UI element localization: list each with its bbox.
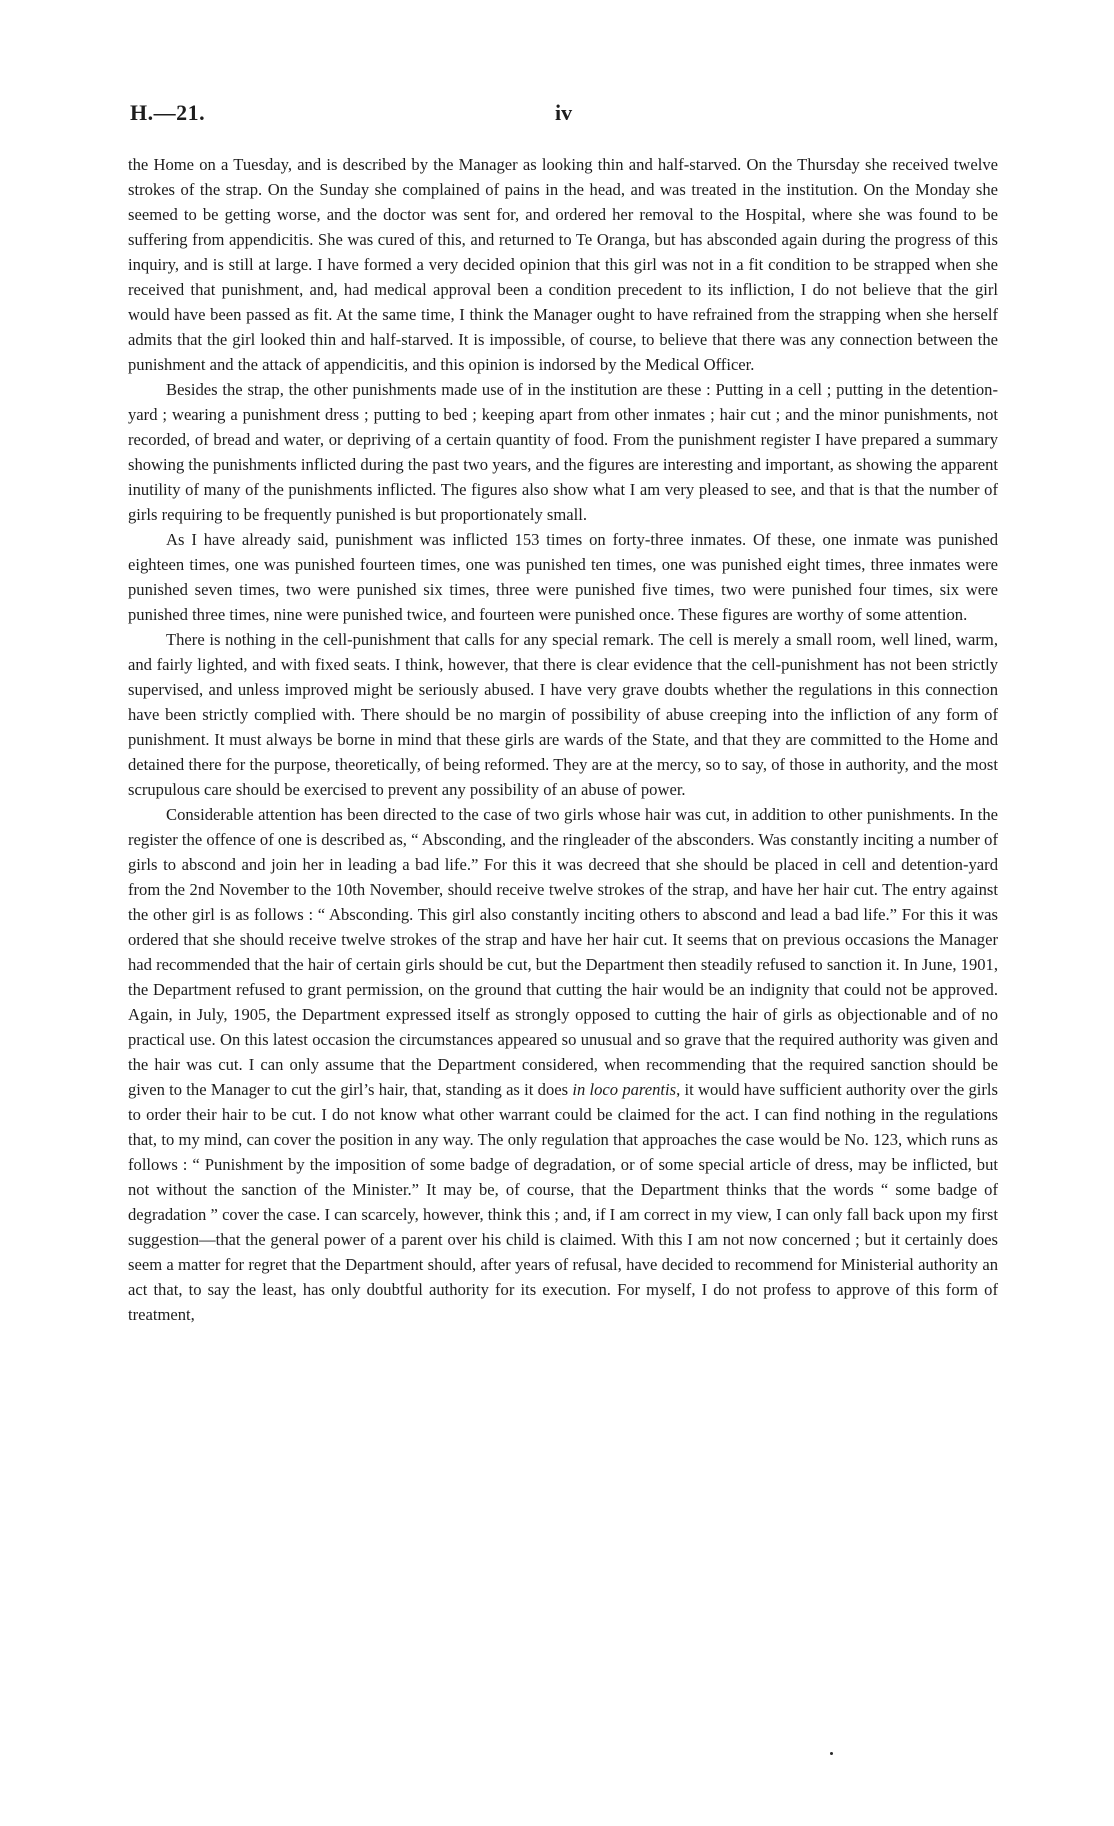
print-speck xyxy=(830,1752,833,1755)
paragraph-2 xyxy=(128,377,998,527)
paragraph-3-text: As I have already said, punishment was inflicted 153 times on forty-three inmates. Of these, one inmate was punished eighteen times, one was punished fourteen times, one was punished ten times, one was punished eight times, three inmates were punished seven times, two were punished six times, three were punished five times, two were punished four times, six were punished three times, nine were punished twice, and fourteen were punished once. These figures are worthy of some attention. xyxy=(128,530,998,624)
document-reference: H.—21. xyxy=(130,100,206,125)
paragraph-4 xyxy=(128,627,998,802)
paragraph-5-text: Considerable attention has been directed to the case of two girls whose hair was cut, in addition to other punishments. In the register the offence of one is described as, “ Absconding, and the ringleader of the absconders. Was constantly inciting a number of girls to abscond and join her in leading a bad life.” For this it was decreed that she should be placed in cell and detention-yard from the 2nd November to the 10th November, should receive twelve strokes of the strap, and have her hair cut. The entry against the other girl is as follows : “ Absconding. This girl also constantly inciting others to abscond and lead a bad life.” For this it was ordered that she should receive twelve strokes of the strap and have her hair cut. It seems that on previous occasions the Manager had recommended that the hair of certain girls should be cut, but the Department then steadily refused to sanction it. In June, 1901, the Department refused to grant permission, on the ground that cutting the hair would be an indignity that could not be approved. Again, in July, 1905, the Department expressed itself as strongly opposed to cutting the hair of girls as objectionable and of no practical use. On this latest occasion the circumstances appeared so unusual and so grave that the required authority was given and the hair was cut. I can only assume that the Department considered, when recommending that the required sanction should be given to the Manager to cut the girl’s hair, that, standing as it does xyxy=(128,805,998,1099)
page-number: iv xyxy=(555,100,573,125)
paragraph-5 xyxy=(128,802,998,1327)
paragraph-4-text: There is nothing in the cell-punishment that calls for any special remark. The cell is merely a small room, well lined, warm, and fairly lighted, and with fixed seats. I think, however, that there is clear evidence that the cell-punishment has not been strictly supervised, and unless improved might be seriously abused. I have very grave doubts whether the regulations in this connection have been strictly complied with. There should be no margin of possibility of abuse creeping into the infliction of any form of punishment. It must always be borne in mind that these girls are wards of the State, and that they are committed to the Home and detained there for the purpose, theoretically, of being reformed. They are at the mercy, so to say, of those in authority, and the most scrupulous care should be exercised to prevent any possibility of an abuse of power. xyxy=(128,630,998,799)
body-text xyxy=(128,152,998,1327)
paragraph-1 xyxy=(128,152,998,377)
latin-phrase: in loco parentis xyxy=(572,1080,677,1099)
paragraph-3 xyxy=(128,527,998,627)
paragraph-1-text: the Home on a Tuesday, and is described by the Manager as looking thin and half-starved. On the Thursday she received twelve strokes of the strap. On the Sunday she complained of pains in the head, and was treated in the institution. On the Monday she seemed to be getting worse, and the doctor was sent for, and ordered her removal to the Hospital, where she was found to be suffering from appendicitis. She was cured of this, and returned to Te Oranga, but has absconded again during the progress of this inquiry, and is still at large. I have formed a very decided opinion that this girl was not in a fit condition to be strapped when she received that punishment, and, had medical approval been a condition precedent to its infliction, I do not believe that the girl would have been passed as fit. At the same time, I think the Manager ought to have refrained from the strapping when she herself admits that the girl looked thin and half-starved. It is impossible, of course, to believe that there was any connection between the punishment and the attack of appendicitis, and this opinion is indorsed by the Medical Officer. xyxy=(128,155,998,374)
page-header xyxy=(130,100,998,130)
paragraph-2-text: Besides the strap, the other punishments made use of in the institution are these : Putting in a cell ; putting in the detention-yard ; wearing a punishment dress ; putting to bed ; keeping apart from other inmates ; hair cut ; and the minor punishments, not recorded, of bread and water, or depriving of a certain quantity of food. From the punishment register I have prepared a summary showing the punishments inflicted during the past two years, and the figures are interesting and important, as showing the apparent inutility of many of the punishments inflicted. The figures also show what I am very pleased to see, and that is that the number of girls requiring to be frequently punished is but proportionately small. xyxy=(128,380,998,524)
paragraph-5-text-continued: , it would have sufficient authority over the girls to order their hair to be cut. I do not know what other warrant could be claimed for the act. I can find nothing in the regulations that, to my mind, can cover the position in any way. The only regulation that approaches the case would be No. 123, which runs as follows : “ Punishment by the imposition of some badge of degradation, or of some special article of dress, may be inflicted, but not without the sanction of the Minister.” It may be, of course, that the Department thinks that the words “ some badge of degradation ” cover the case. I can scarcely, however, think this ; and, if I am correct in my view, I can only fall back upon my first suggestion—that the general power of a parent over his child is claimed. With this I am not now concerned ; but it certainly does seem a matter for regret that the Department should, after years of refusal, have decided to recommend for Ministerial authority an act that, to say the least, has only doubtful authority for its execution. For myself, I do not profess to approve of this form of treatment, xyxy=(128,1080,998,1324)
